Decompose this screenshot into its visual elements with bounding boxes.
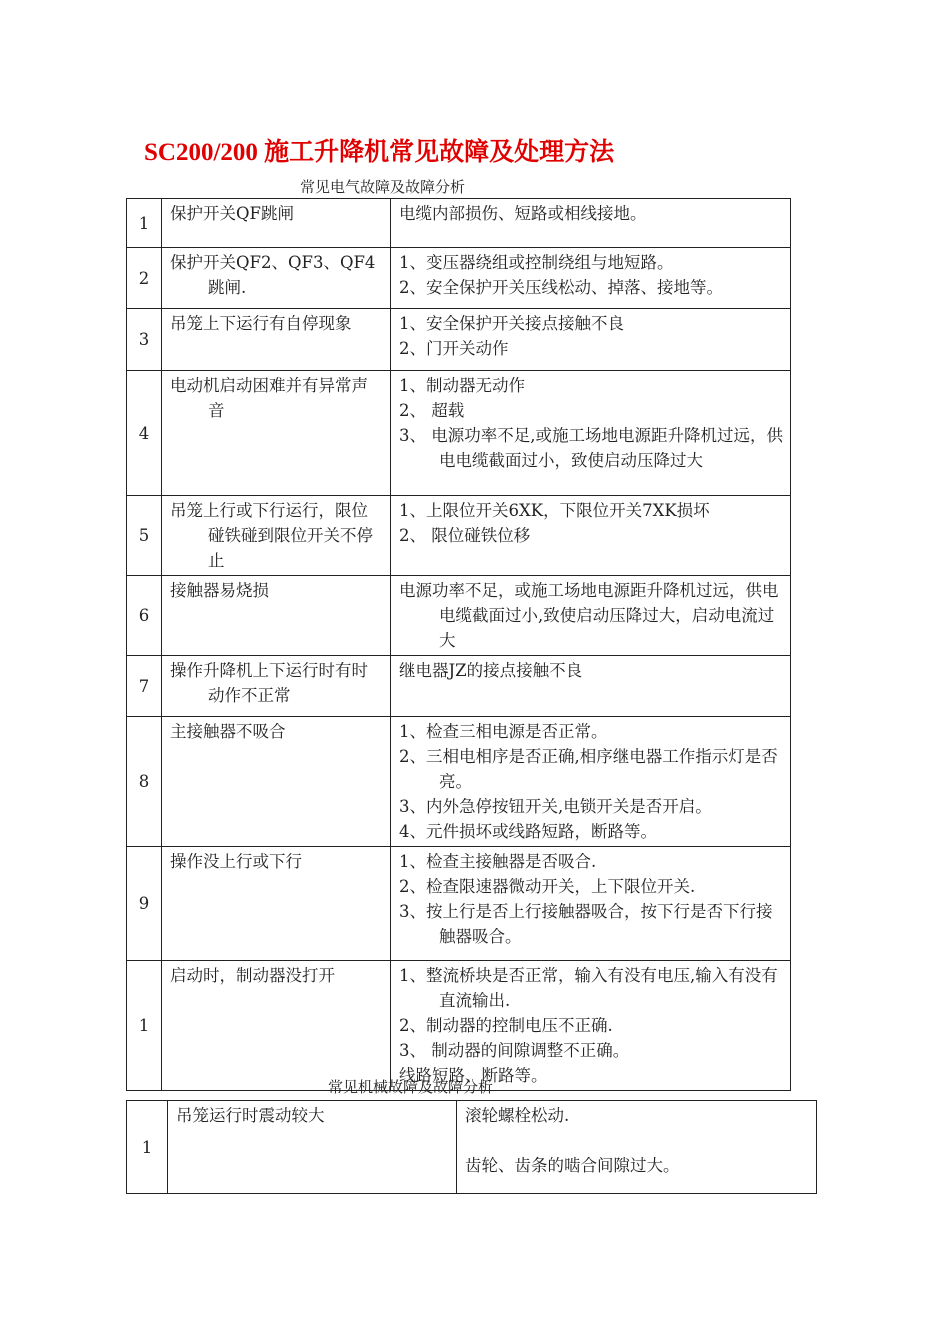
cause-text: 1、制动器无动作	[399, 376, 525, 395]
fault-text: 保护开关QF2、QF3、QF4跳闸.	[170, 253, 376, 297]
fault-text: 启动时，制动器没打开	[170, 966, 335, 985]
cause-text	[465, 1128, 810, 1153]
fault-text: 吊笼上下运行有自停现象	[170, 314, 352, 333]
table-row	[127, 199, 791, 248]
cause-cell	[391, 961, 791, 1091]
fault-text: 接触器易烧损	[170, 581, 269, 600]
fault-cell	[162, 199, 391, 248]
cause-text: 2、安全保护开关压线松动、掉落、接地等。	[399, 278, 723, 297]
row-number: 9	[127, 847, 162, 961]
row-number: 1	[127, 199, 162, 248]
row-number: 2	[127, 248, 162, 309]
fault-cell	[162, 717, 391, 847]
row-number: 5	[127, 496, 162, 576]
fault-text: 主接触器不吸合	[170, 722, 286, 741]
cause-text: 继电器JZ的接点接触不良	[399, 661, 583, 680]
cause-text: 3、 制动器的间隙调整不正确。	[399, 1041, 630, 1060]
cause-text: 电缆内部损伤、短路或相线接地。	[399, 204, 647, 223]
fault-text: 操作没上行或下行	[170, 852, 302, 871]
table-row	[127, 309, 791, 371]
fault-text: 操作升降机上下运行时有时动作不正常	[170, 661, 368, 705]
fault-cell	[162, 576, 391, 656]
fault-text: 电动机启动困难并有异常声音	[170, 376, 368, 420]
fault-cell	[162, 961, 391, 1091]
document-title: SC200/200 施工升降机常见故障及处理方法	[144, 139, 615, 166]
cause-text: 2、检查限速器微动开关，上下限位开关.	[399, 877, 696, 896]
cause-text: 1、上限位开关6XK，下限位开关7XK损坏	[399, 501, 710, 520]
cause-text: 4、元件损坏或线路短路，断路等。	[399, 822, 657, 841]
fault-cell	[168, 1101, 457, 1194]
cause-text: 2、 超载	[399, 401, 465, 420]
electrical-caption: 常见电气故障及故障分析	[300, 178, 466, 196]
cause-text: 1、检查三相电源是否正常。	[399, 722, 608, 741]
row-number: 1	[127, 961, 162, 1091]
fault-cell	[162, 847, 391, 961]
row-number: 8	[127, 717, 162, 847]
table-row	[127, 248, 791, 309]
table-row	[127, 496, 791, 576]
electrical-fault-table	[126, 198, 791, 1091]
cause-text: 2、三相电相序是否正确,相序继电器工作指示灯是否亮。	[399, 747, 778, 791]
fault-text: 吊笼上行或下行运行，限位碰铁碰到限位开关不停止	[170, 501, 373, 570]
fault-cell	[162, 309, 391, 371]
row-number: 1	[127, 1101, 168, 1194]
cause-text: 1、安全保护开关接点接触不良	[399, 314, 624, 333]
table-row	[127, 656, 791, 717]
cause-text: 2、制动器的控制电压不正确.	[399, 1016, 613, 1035]
row-number: 6	[127, 576, 162, 656]
table-row	[127, 576, 791, 656]
cause-text: 1、检查主接触器是否吸合.	[399, 852, 597, 871]
table-row	[127, 1101, 817, 1194]
row-number: 7	[127, 656, 162, 717]
fault-cell	[162, 248, 391, 309]
cause-text: 齿轮、齿条的啮合间隙过大。	[465, 1156, 680, 1175]
cause-text: 2、 限位碰铁位移	[399, 526, 531, 545]
cause-text: 电源功率不足，或施工场地电源距升降机过远，供电电缆截面过小,致使启动压降过大，启动电流过大	[399, 581, 779, 650]
table-row	[127, 717, 791, 847]
table-row	[127, 847, 791, 961]
row-number: 4	[127, 371, 162, 496]
cause-text: 线路短路、断路等。	[399, 1066, 548, 1085]
cause-cell	[391, 309, 791, 371]
table-row	[127, 961, 791, 1091]
cause-text: 滚轮螺栓松动.	[465, 1106, 570, 1125]
fault-text: 保护开关QF跳闸	[170, 204, 294, 223]
table-row	[127, 371, 791, 496]
cause-text: 3、 电源功率不足,或施工场地电源距升降机过远，供电电缆截面过小，致使启动压降过大	[399, 426, 783, 470]
cause-cell	[391, 496, 791, 576]
cause-text: 3、内外急停按钮开关,电锁开关是否开启。	[399, 797, 712, 816]
cause-cell	[391, 656, 791, 717]
fault-cell	[162, 371, 391, 496]
fault-cell	[162, 496, 391, 576]
mechanical-fault-table	[126, 1100, 817, 1194]
cause-text: 3、按上行是否上行接触器吸合，按下行是否下行接触器吸合。	[399, 902, 773, 946]
row-number: 3	[127, 309, 162, 371]
cause-cell	[391, 847, 791, 961]
cause-cell	[457, 1101, 817, 1194]
cause-cell	[391, 248, 791, 309]
fault-text: 吊笼运行时震动较大	[176, 1106, 325, 1125]
cause-cell	[391, 371, 791, 496]
cause-text: 1、整流桥块是否正常，输入有没有电压,输入有没有直流输出.	[399, 966, 778, 1010]
cause-text: 1、变压器绕组或控制绕组与地短路。	[399, 253, 674, 272]
cause-cell	[391, 717, 791, 847]
cause-cell	[391, 199, 791, 248]
cause-cell	[391, 576, 791, 656]
fault-cell	[162, 656, 391, 717]
cause-text: 2、门开关动作	[399, 339, 509, 358]
mechanical-caption: 常见机械故障及故障分析	[328, 1078, 494, 1096]
